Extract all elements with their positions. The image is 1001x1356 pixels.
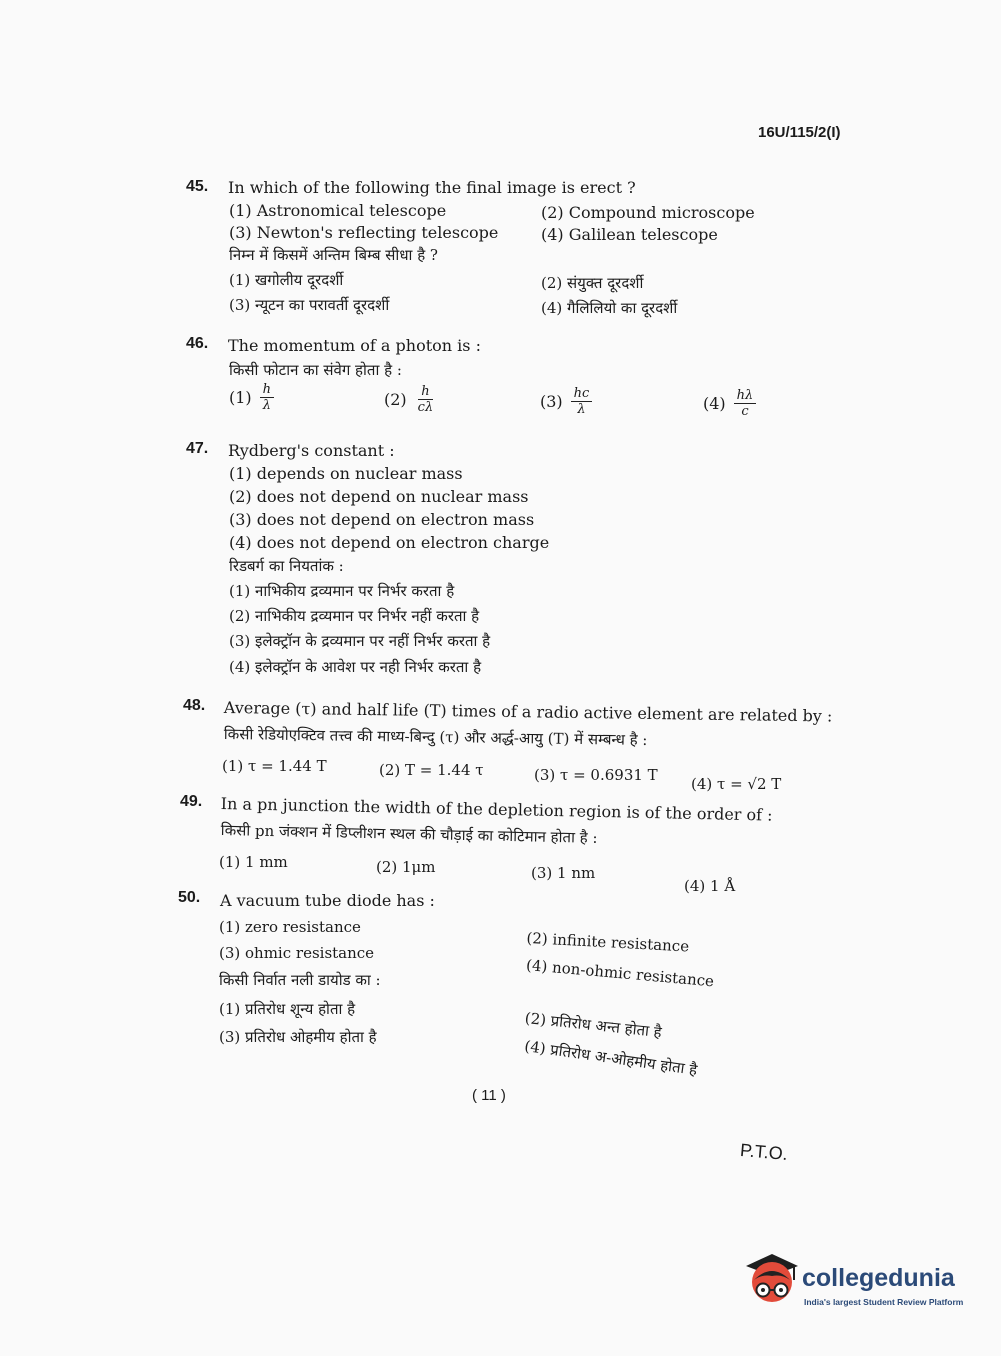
question-text-hi: निम्न में किसमें अन्तिम बिम्ब सीधा है ? [229,246,438,264]
option-2-hi: (2) नाभिकीय द्रव्यमान पर निर्भर नहीं करता है [229,607,480,625]
option-2-en: (2) Compound microscope [541,203,755,222]
page-number: ( 11 ) [472,1087,506,1104]
option-4-en: (4) does not depend on electron charge [229,533,550,552]
option-1-hi: (1) खगोलीय दूरदर्शी [229,271,344,289]
denominator: λ [262,398,271,413]
denominator: cλ [417,400,434,415]
option-2-hi: (2) संयुक्त दूरदर्शी [541,274,644,292]
question-text-en: A vacuum tube diode has : [220,891,435,910]
question-text-en: The momentum of a photon is : [228,336,481,355]
option-label: (2) [384,390,407,409]
question-number: 47. [186,440,209,457]
option-label: (4) [703,394,726,413]
denominator: c [741,404,749,419]
option-1-en: (1) Astronomical telescope [229,201,447,220]
option-2: (2) 1μm [376,858,436,876]
option-3: (3) 1 nm [531,864,596,882]
option-2 [384,384,436,415]
question-text-hi: किसी फोटान का संवेग होता है : [229,361,402,379]
question-text-hi: किसी रेडियोएक्टिव तत्त्व की माध्य-बिन्दु (τ) और अर्द्ध-आयु (T) में सम्बन्ध है : [223,724,648,749]
option-2-en: (2) infinite resistance [526,929,690,956]
numerator: hλ [734,388,757,404]
mascot-icon [742,1250,800,1312]
option-3-hi: (3) न्यूटन का परावर्ती दूरदर्शी [229,296,390,314]
option-label: (3) [540,392,563,411]
question-number: 50. [178,889,201,906]
pto-note: P.T.O. [739,1139,789,1165]
question-number: 48. [183,697,206,714]
option-4 [703,388,756,419]
option-1-en: (1) depends on nuclear mass [229,464,463,483]
option-3 [540,386,592,417]
option-4-hi: (4) प्रतिरोध अ-ओहमीय होता है [523,1036,699,1080]
option-3-en: (3) ohmic resistance [219,944,375,962]
brand-tagline: India's largest Student Review Platform [804,1297,964,1307]
question-text-hi: किसी pn जंक्शन में डिप्लीशन स्थल की चौड़ाई का कोटिमान होता है : [220,820,598,847]
option-3-en: (3) Newton's reflecting telescope [229,223,499,242]
option-1-en: (1) zero resistance [219,918,361,936]
option-4-hi: (4) इलेक्ट्रॉन के आवेश पर नही निर्भर करता है [229,658,482,676]
fraction [415,384,437,415]
question-number: 46. [186,335,209,352]
numerator: hc [571,386,593,402]
option-1: (1) 1 mm [219,853,288,871]
option-4-hi: (4) गैलिलियो का दूरदर्शी [541,299,678,317]
option-2-en: (2) does not depend on nuclear mass [229,487,529,506]
question-text-en: Rydberg's constant : [228,441,395,460]
question-text-en: In a pn junction the width of the depletion region is of the order of : [220,794,773,825]
numerator: h [260,382,274,398]
option-3-hi: (3) प्रतिरोध ओहमीय होता है [219,1028,377,1046]
option-2-hi: (2) प्रतिरोध अन्त होता है [524,1008,663,1042]
option-4: (4) τ = √2 T [691,775,782,793]
option-4-en: (4) Galilean telescope [541,225,718,244]
question-text-hi: रिडबर्ग का नियतांक : [229,557,344,575]
watermark-logo [742,1250,972,1320]
question-text-en: Average (τ) and half life (T) times of a radio active element are related by : [223,698,833,726]
option-1 [229,382,274,413]
option-2: (2) T = 1.44 τ [379,761,484,779]
question-text-en: In which of the following the final image is erect ? [228,178,636,197]
option-4: (4) 1 Å [684,877,736,895]
question-number: 49. [180,793,203,810]
question-number: 45. [186,178,209,195]
option-1: (1) τ = 1.44 T [222,757,327,775]
question-text-hi: किसी निर्वात नली डायोड का : [219,971,381,989]
option-3-en: (3) does not depend on electron mass [229,510,535,529]
fraction [571,386,593,417]
fraction [734,388,757,419]
option-3: (3) τ = 0.6931 T [534,766,658,784]
brand-name: collegedunia [802,1264,955,1292]
numerator: h [418,384,432,400]
fraction [260,382,274,413]
paper-code: 16U/115/2(I) [758,124,841,141]
option-1-hi: (1) प्रतिरोध शून्य होता है [219,1000,356,1018]
option-4-en: (4) non-ohmic resistance [525,956,715,991]
denominator: λ [577,402,586,417]
option-3-hi: (3) इलेक्ट्रॉन के द्रव्यमान पर नहीं निर्भर करता है [229,632,491,650]
option-label: (1) [229,388,252,407]
option-1-hi: (1) नाभिकीय द्रव्यमान पर निर्भर करता है [229,582,455,600]
